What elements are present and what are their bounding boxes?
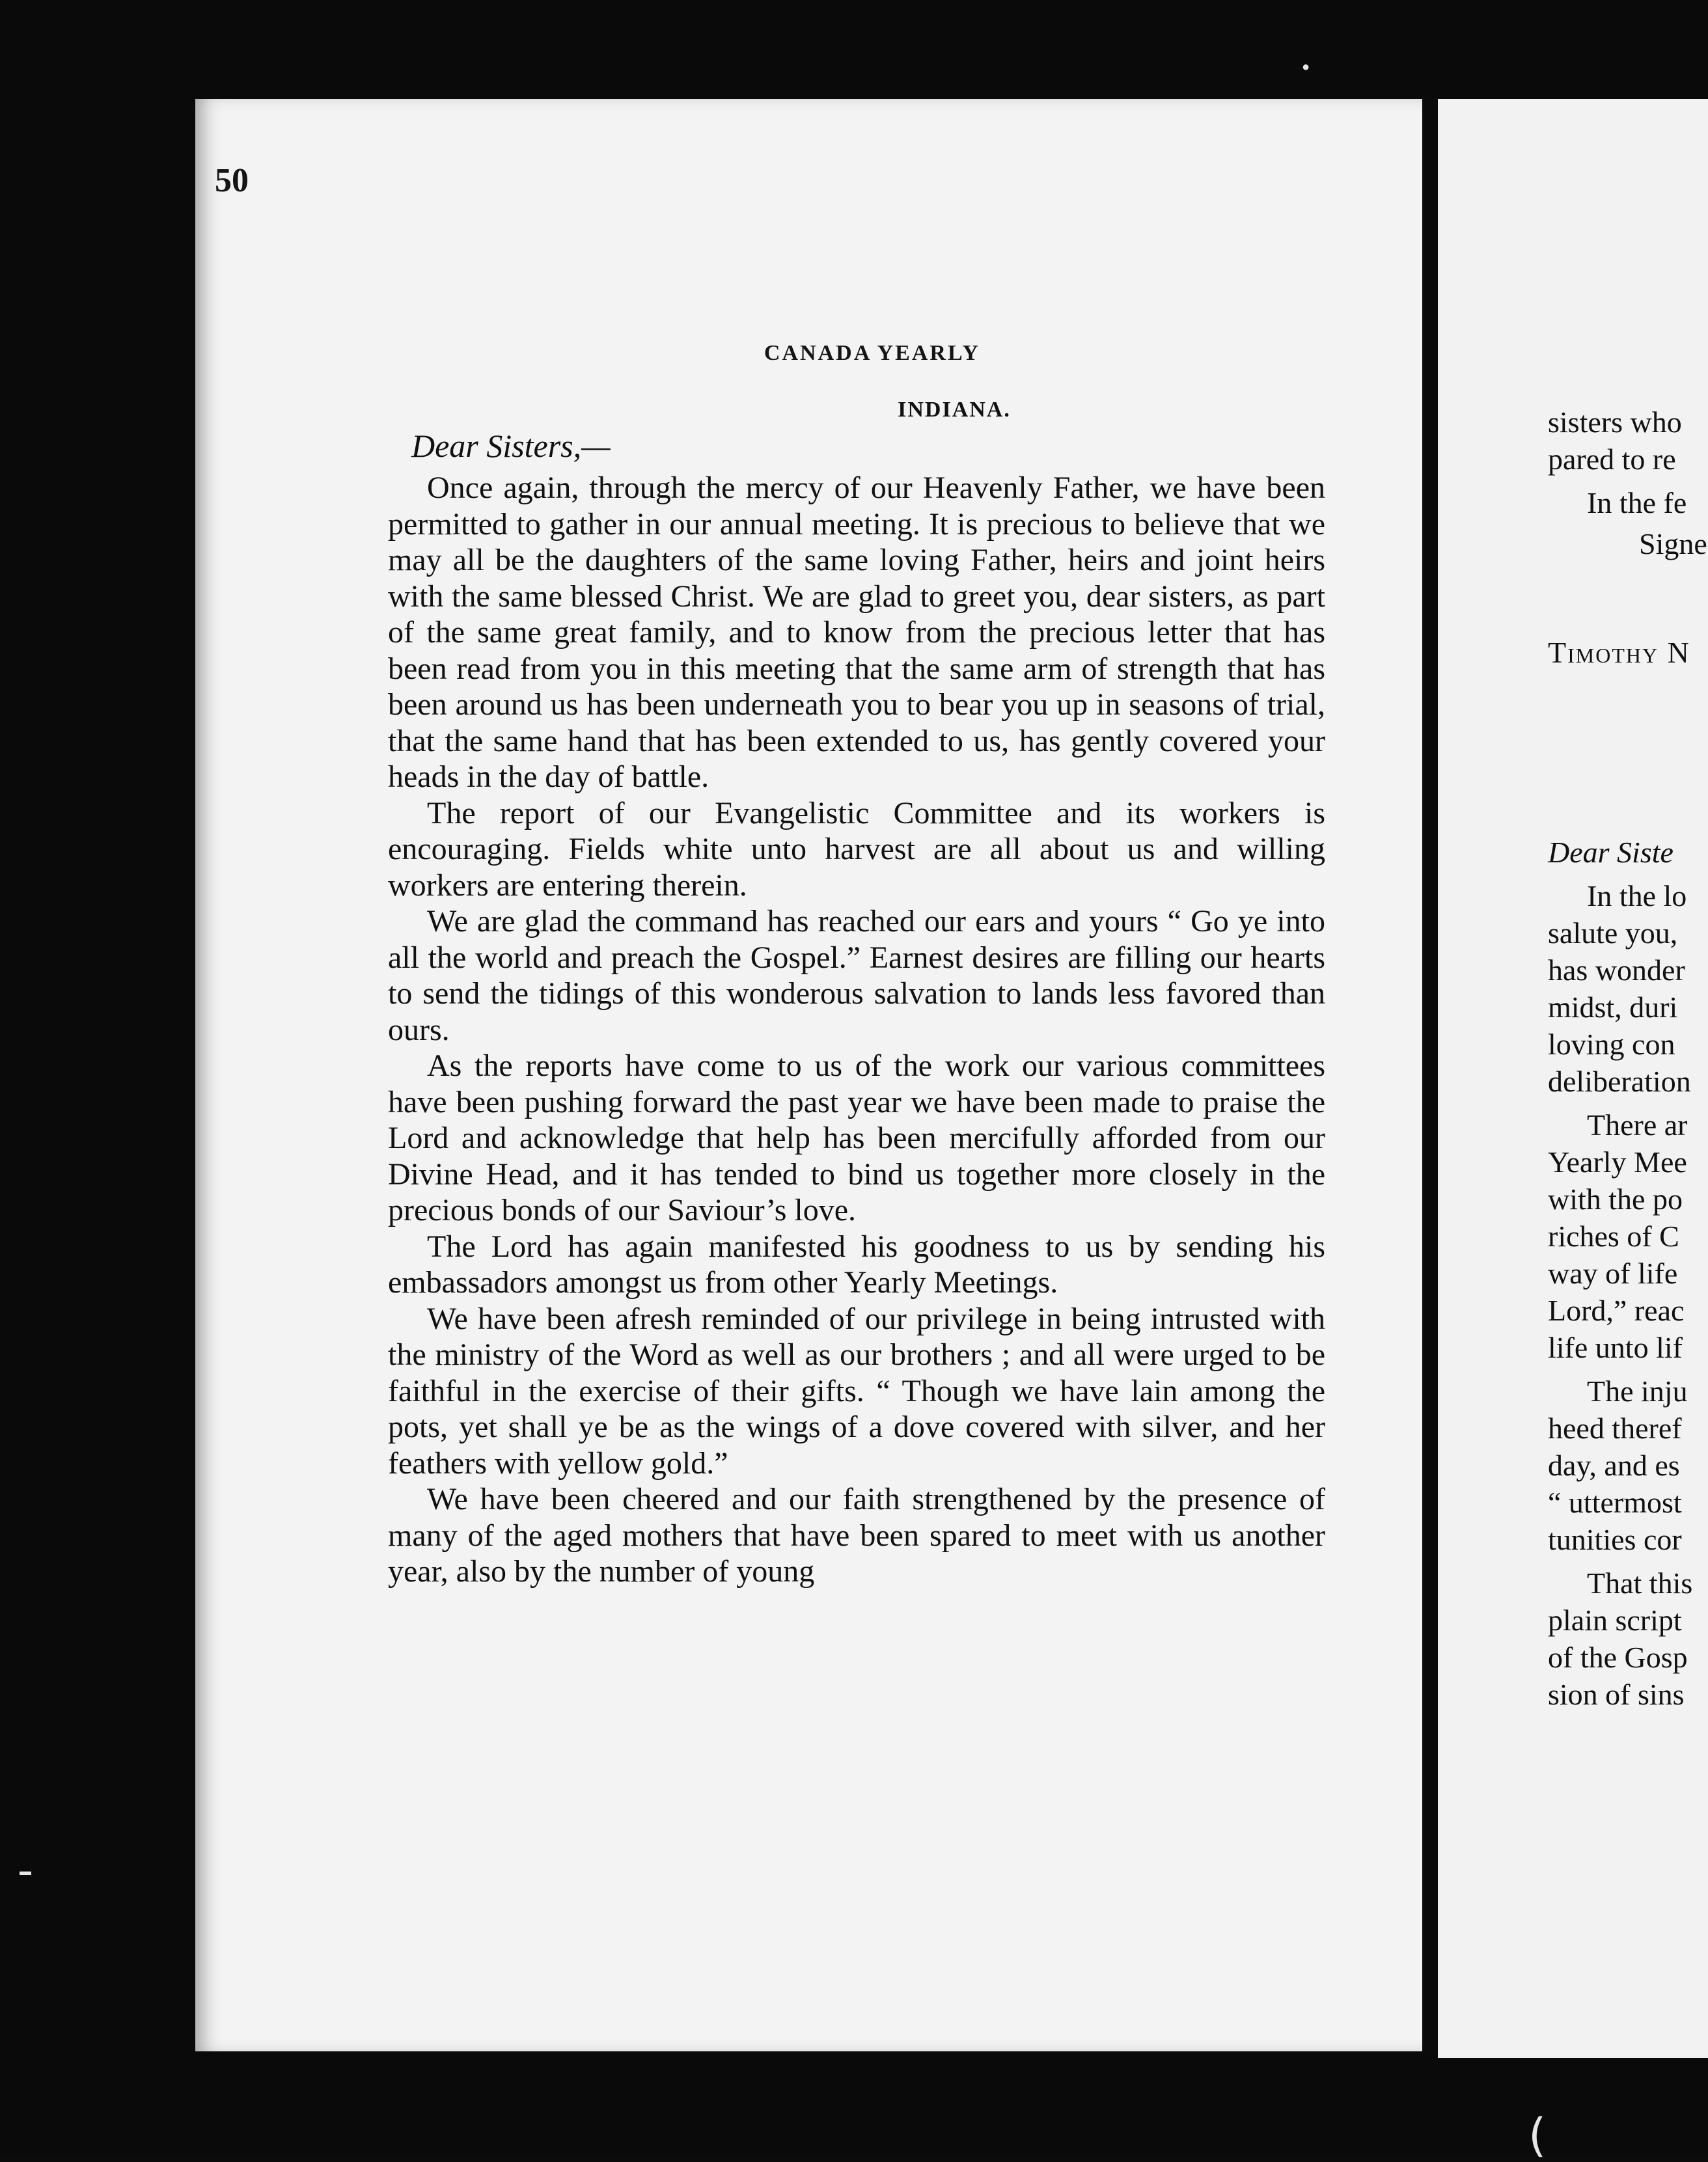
right-line: Signe	[1639, 527, 1707, 560]
right-line: plain script	[1548, 1604, 1682, 1637]
right-line: That this	[1587, 1567, 1693, 1600]
bracket-mark: (	[1528, 2109, 1547, 2162]
right-line: pared to re	[1548, 443, 1676, 476]
paragraph: We have been cheered and our faith strengthened by the presence of many of the aged mothers that have been spared to meet with us another year, also by the number of young	[388, 1482, 1325, 1589]
right-line: midst, duri	[1548, 991, 1678, 1024]
paragraph: The Lord has again manifested his goodness to us by sending his embassadors amongst us from other Yearly Meetings.	[388, 1229, 1325, 1300]
right-line: of the Gosp	[1548, 1641, 1688, 1674]
right-signature: Timothy N	[1548, 636, 1690, 669]
right-line: In the fe	[1587, 486, 1687, 519]
paragraph: Once again, through the mercy of our Heavenly Father, we have been permitted to gather in our annual meeting. It is precious to believe that we may all be the daughters of the same loving Father, heirs and joint heirs with the same blessed Christ. We are glad to greet you, dear sisters, as part of the same great family, and to know from the precious letter that has been read from you in this meeting that the same arm of strength that has been around us has been underneath you to bear you up in seasons of trial, that the same hand that has been extended to us, has gently covered your heads in the day of battle.	[388, 471, 1325, 794]
paragraph: The report of our Evangelistic Committee and its workers is encouraging. Fields white unto harvest are all about us and willing workers are entering therein.	[388, 795, 1325, 903]
right-salutation: Dear Siste	[1548, 836, 1674, 869]
paragraph: We have been afresh reminded of our privilege in being intrusted with the ministry of the Word as well as our brothers ; and all were urged to be faithful in the exercise of their gifts. “ Though we have lain among the pots, yet shall ye be as the wings of a dove covered with silver, and her feathers with yellow gold.”	[388, 1301, 1325, 1481]
right-line: loving con	[1548, 1028, 1675, 1061]
dust-mark: ●	[1302, 60, 1310, 74]
right-line: riches of C	[1548, 1220, 1679, 1253]
right-line: with the po	[1548, 1183, 1683, 1216]
right-line: day, and es	[1548, 1449, 1680, 1482]
right-line: In the lo	[1587, 879, 1687, 912]
right-line: Lord,” reac	[1548, 1294, 1685, 1327]
right-line: way of life	[1548, 1257, 1678, 1290]
right-page-text	[1548, 404, 1708, 1713]
right-line: sion of sins	[1548, 1678, 1685, 1711]
running-head: CANADA YEARLY	[764, 341, 981, 365]
right-line: deliberation	[1548, 1065, 1691, 1098]
right-line: life unto lif	[1548, 1331, 1683, 1364]
right-line: tunities cor	[1548, 1523, 1682, 1556]
right-line: There ar	[1587, 1108, 1688, 1142]
left-page-text	[388, 390, 1325, 1822]
right-line: Yearly Mee	[1548, 1145, 1687, 1179]
paragraph: We are glad the command has reached our ears and yours “ Go ye into all the world and preach the Gospel.” Earnest desires are filling our hearts to send the tidings of this wonderous salvation to lands less favored than ours.	[388, 904, 1325, 1047]
right-line: has wonder	[1548, 953, 1685, 987]
section-heading: INDIANA.	[898, 398, 1011, 422]
book-gutter	[1422, 98, 1438, 2057]
right-line: “ uttermost	[1548, 1486, 1682, 1519]
right-line: The inju	[1587, 1375, 1688, 1408]
right-line: sisters who	[1548, 405, 1682, 439]
right-line: salute you,	[1548, 916, 1678, 950]
paragraph: As the reports have come to us of the work our various committees have been pushing forward the past year we have been made to praise the Lord and acknowledge that help has been mercifully afforded from our Divine Head, and it has tended to bind us together more closely in the precious bonds of our Saviour’s love.	[388, 1048, 1325, 1227]
right-line: heed theref	[1548, 1412, 1682, 1445]
dust-mark: ▬	[20, 1865, 31, 1878]
salutation: Dear Sisters,—	[411, 428, 611, 464]
page-number: 50	[215, 162, 249, 199]
